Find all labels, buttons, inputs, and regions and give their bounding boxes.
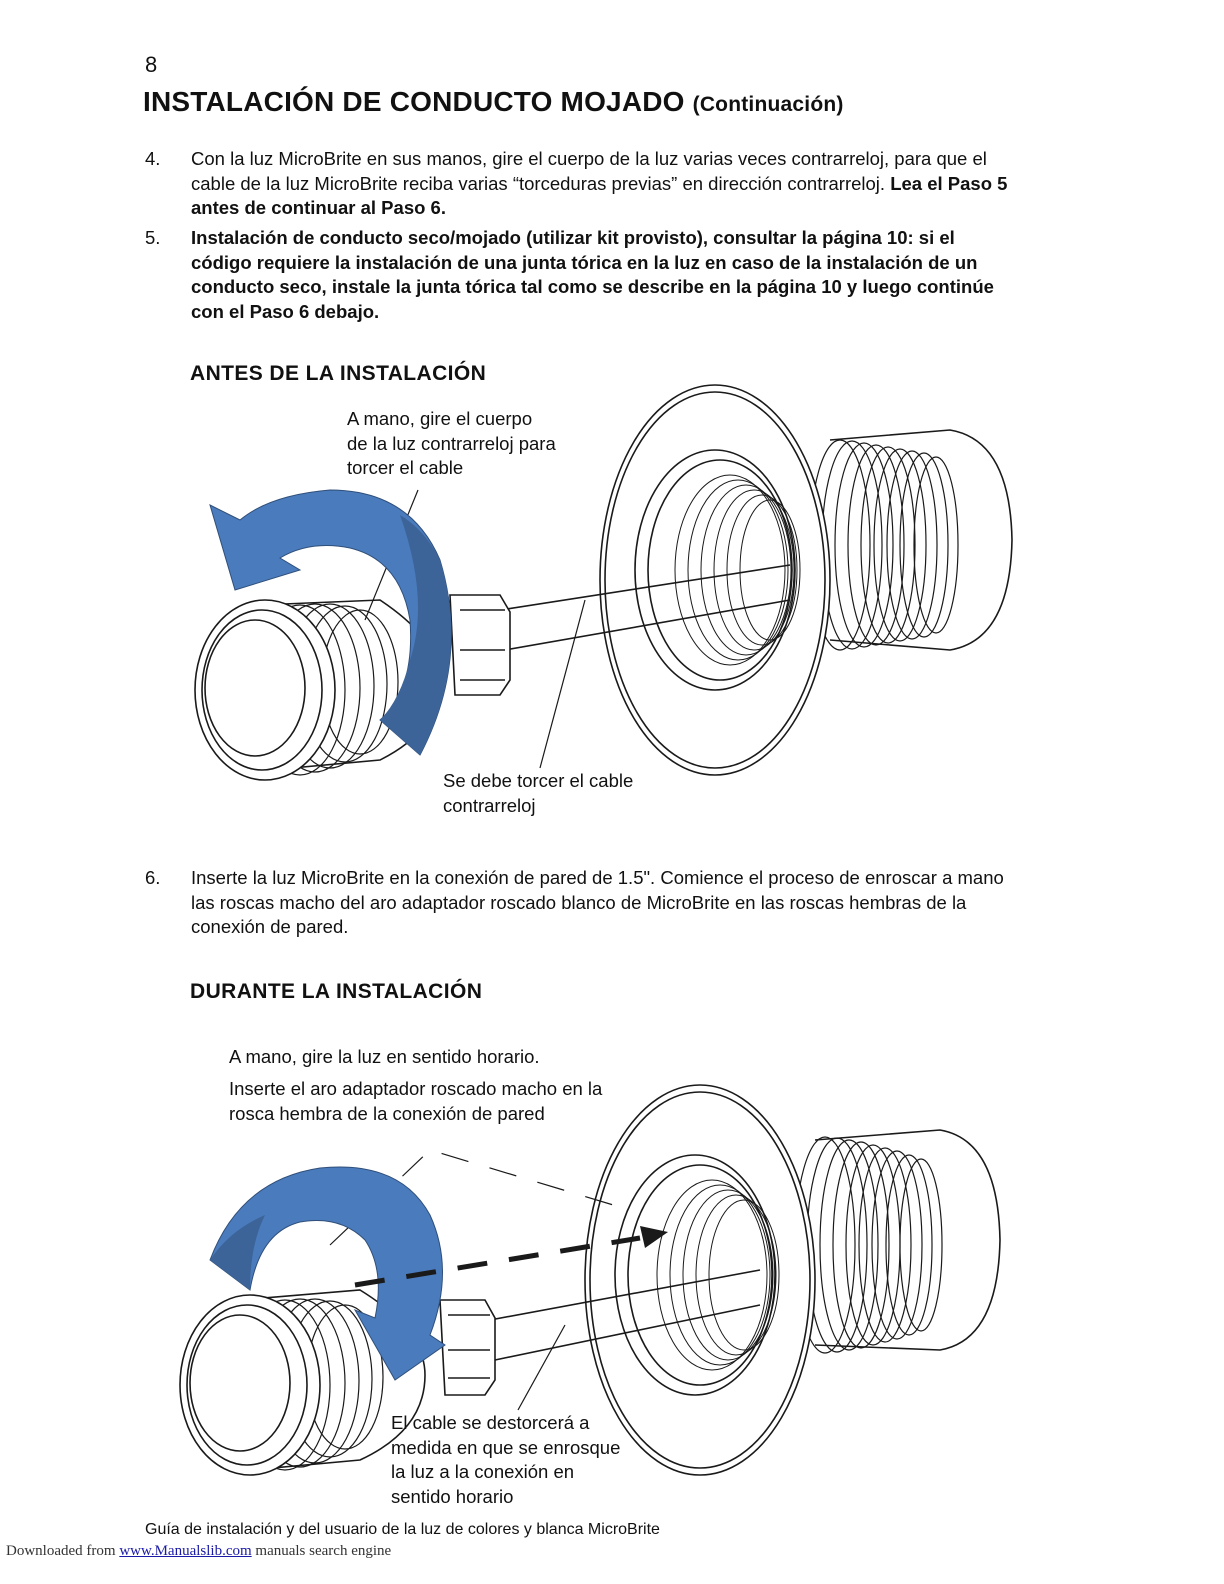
callout-line: contrarreloj [443, 794, 536, 816]
callout-line: Se debe torcer el cable [443, 770, 634, 791]
download-banner [6, 1543, 391, 1560]
step-bold-text: Instalación de conducto seco/mojado (utilizar kit provisto), consultar la página 10: si el código requiere la instalación de una junta tórica en la luz en caso de la instalación de un conducto seco, instale la junta tórica tal como se describe en la página 10 y luego continúe con el Paso 6 debajo. [191, 227, 994, 322]
callout-line: la luz a la conexión en [391, 1461, 575, 1482]
title-main: INSTALACIÓN DE CONDUCTO MOJADO [143, 86, 685, 117]
callout-untwist-cable [391, 1411, 620, 1509]
step-number: 5. [145, 227, 161, 248]
download-suffix: manuals search engine [251, 1543, 392, 1559]
wall-fitting-body [815, 1130, 1000, 1350]
callout-line: torcer el cable [347, 457, 464, 478]
callout-line: medida en que se enrosque [391, 1436, 621, 1458]
page-number: 8 [145, 52, 158, 77]
callout-line: rosca hembra de la conexión de pared [229, 1102, 545, 1124]
heading-during-installation: DURANTE LA INSTALACIÓN [190, 980, 483, 1003]
step-bold-text: Lea el Paso 5 antes de continuar al Paso 6. [191, 172, 1008, 218]
callout-turn-light: A mano, gire la luz en sentido horario. [229, 1046, 540, 1067]
manualslib-link[interactable]: www.Manualslib.com [119, 1543, 252, 1559]
leader-line-untwist [518, 1325, 565, 1410]
callout-line: Inserte el aro adaptador roscado macho en la [229, 1078, 603, 1099]
callout-line: sentido horario [391, 1485, 514, 1507]
callout-line: de la luz contrarreloj para [347, 432, 556, 454]
callout-line: A mano, gire el cuerpo [347, 408, 533, 429]
title-suffix: (Continuación) [692, 93, 844, 116]
callout-insert-adapter [229, 1077, 602, 1126]
step-text: Inserte la luz MicroBrite en la conexión de pared de 1.5". Comience el proceso de enroscar a mano las roscas macho del aro adaptador roscado blanco de MicroBrite en las roscas hembras de la conexión de pared. [191, 867, 1004, 937]
download-prefix: Downloaded from [6, 1543, 120, 1559]
heading-before-installation: ANTES DE LA INSTALACIÓN [190, 362, 487, 385]
step-number: 6. [145, 867, 161, 888]
light-lens [190, 1315, 290, 1451]
page-footer: Guía de instalación y del usuario de la luz de colores y blanca MicroBrite [145, 1521, 660, 1538]
step-text: Con la luz MicroBrite en sus manos, gire el cuerpo de la luz varias veces contrarreloj, para que el cable de la luz MicroBrite reciba varias “torceduras previas” en dirección contrarreloj. [191, 148, 987, 194]
step-number: 4. [145, 148, 161, 169]
callout-line: El cable se destorcerá a [391, 1412, 590, 1433]
